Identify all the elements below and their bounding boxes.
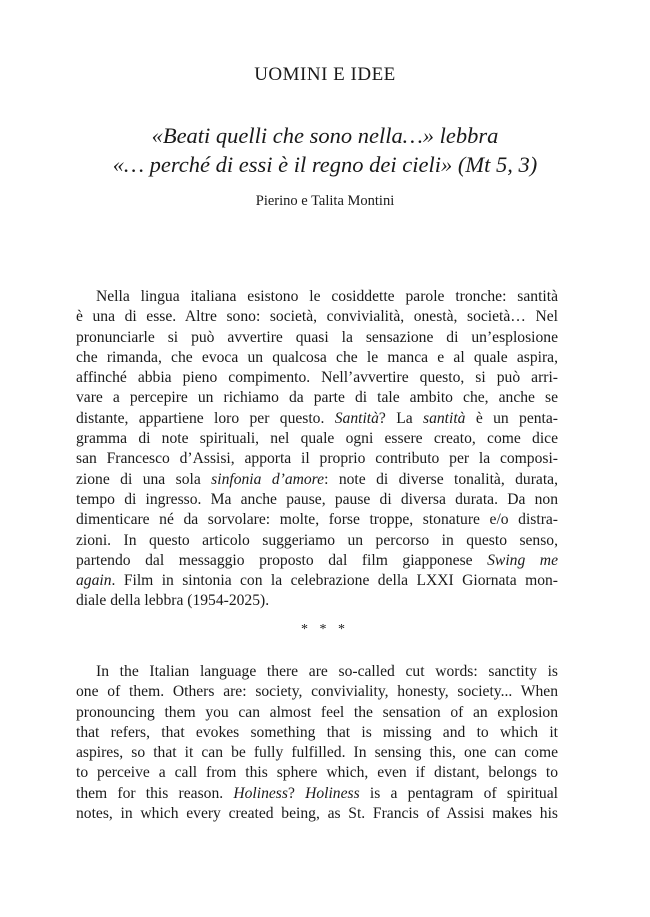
text-line: Nella lingua italiana esistono le cosiddette parole tronche: santità <box>96 288 558 305</box>
article-title-line-1: «Beati quelli che sono nella…» lebbra <box>151 123 499 148</box>
text-line: distante, appartiene loro per questo. Santità? La santità è un penta- <box>76 409 558 427</box>
english-paragraph <box>76 662 558 824</box>
text-line: pronouncing them you can almost feel the sensation of an explosion <box>76 703 558 721</box>
text-line: aspires, so that it can be fully fulfilled. In sensing this, one can come <box>76 744 558 762</box>
text-line: one of them. Others are: society, conviviality, honesty, society... When <box>76 683 558 701</box>
article-authors: Pierino e Talita Montini <box>255 193 395 209</box>
text-line: to perceive a call from this sphere which, even if distant, belongs to <box>76 764 558 782</box>
emphasis: Holiness <box>233 784 288 802</box>
italian-paragraph <box>76 287 558 612</box>
text-line: notes, in which every created being, as St. Francis of Assisi makes his <box>76 805 558 823</box>
section-separator: * * * <box>301 622 349 637</box>
text-line: è una di esse. Altre sono: società, convivialità, onestà, società… Nel <box>76 308 558 326</box>
emphasis: sinfonia d’amore <box>211 470 325 488</box>
text-line: zioni. In questo articolo suggeriamo un percorso in questo senso, <box>76 531 558 549</box>
text-line: In the Italian language there are so-called cut words: sanctity is <box>96 663 558 680</box>
text-line: that refers, that evokes something that is missing and to which it <box>76 723 558 741</box>
emphasis: again <box>76 572 112 590</box>
text-line: zione di una sola sinfonia d’amore: note di diverse tonalità, durata, <box>76 470 558 488</box>
article-title-line-2: «… perché di essi è il regno dei cieli» (Mt 5, 3) <box>112 152 538 177</box>
section-heading: UOMINI E IDEE <box>254 64 396 85</box>
text-line: dimenticare né da sorvolare: molte, forse troppe, stonature e/o distra- <box>76 511 558 529</box>
text-line: them for this reason. Holiness? Holiness is a pentagram of spiritual <box>76 784 558 802</box>
emphasis: Swing me <box>487 551 558 569</box>
emphasis: Holiness <box>305 784 360 802</box>
text-line: affinché abbia pieno compimento. Nell’avvertire questo, si può arri- <box>76 369 558 387</box>
text-line: vare a percepire un richiamo da parte di tale ambito che, anche se <box>76 389 558 407</box>
text-line: diale della lebbra (1954-2025). <box>76 592 270 610</box>
text-line: again. Film in sintonia con la celebrazione della LXXI Giornata mon- <box>76 572 558 590</box>
text-line: pronunciarle si può avvertire quasi la sensazione di un’esplosione <box>76 328 558 346</box>
text-line: che rimanda, che evoca un qualcosa che le manca e al quale aspira, <box>76 348 558 366</box>
emphasis: Santità <box>334 409 379 427</box>
emphasis: santità <box>423 409 466 427</box>
article-title <box>40 121 610 179</box>
text-line: san Francesco d’Assisi, apporta il proprio contributo per la composi- <box>76 450 558 468</box>
text-line: gramma di note spirituali, nel quale ogni essere creato, come dice <box>76 430 558 448</box>
text-line: partendo dal messaggio proposto dal film giapponese Swing me <box>76 551 558 569</box>
text-line: tempo di ingresso. Ma anche pause, pause di diversa durata. Da non <box>76 490 558 508</box>
